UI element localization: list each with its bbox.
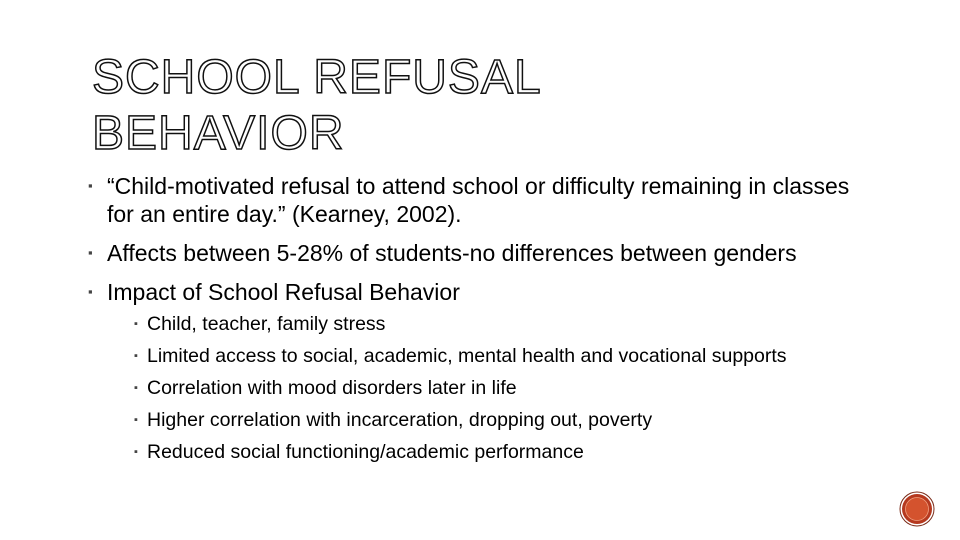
slide-title (92, 50, 542, 162)
sub-bullet-item (134, 440, 868, 464)
sub-bullet-marker: ▪ (134, 350, 138, 362)
sub-bullet-list (107, 312, 868, 464)
bullet-list (88, 172, 868, 475)
bullet-marker: ▪ (88, 178, 93, 193)
sub-bullet-text: Limited access to social, academic, mental health and vocational supports (147, 345, 787, 367)
sub-bullet-marker: ▪ (134, 414, 138, 426)
sub-bullet-text: Higher correlation with incarceration, dropping out, poverty (147, 409, 653, 431)
bullet-text: “Child-motivated refusal to attend school or difficulty remaining in classes for an entire day.” (Kearney, 2002). (107, 173, 850, 227)
bullet-text: Impact of School Refusal Behavior (107, 279, 460, 305)
bullet-item-impact (88, 278, 868, 464)
sub-bullet-text: Reduced social functioning/academic performance (147, 441, 584, 463)
bullet-text: Affects between 5-28% of students-no differences between genders (107, 240, 797, 266)
bullet-item-definition (88, 172, 868, 228)
sub-bullet-marker: ▪ (134, 318, 138, 330)
bullet-marker: ▪ (88, 284, 93, 299)
sub-bullet-item (134, 408, 868, 432)
sub-bullet-text: Child, teacher, family stress (147, 313, 386, 335)
slide-title-line-1: SCHOOL REFUSAL (92, 51, 542, 104)
bullet-marker: ▪ (88, 245, 93, 260)
circular-seal-icon (899, 491, 935, 527)
sub-bullet-item (134, 312, 868, 336)
sub-bullet-marker: ▪ (134, 382, 138, 394)
sub-bullet-marker: ▪ (134, 446, 138, 458)
bullet-item-prevalence (88, 239, 868, 267)
sub-bullet-text: Correlation with mood disorders later in life (147, 377, 517, 399)
sub-bullet-item (134, 344, 868, 368)
sub-bullet-item (134, 376, 868, 400)
slide-title-line-2: BEHAVIOR (92, 107, 345, 160)
